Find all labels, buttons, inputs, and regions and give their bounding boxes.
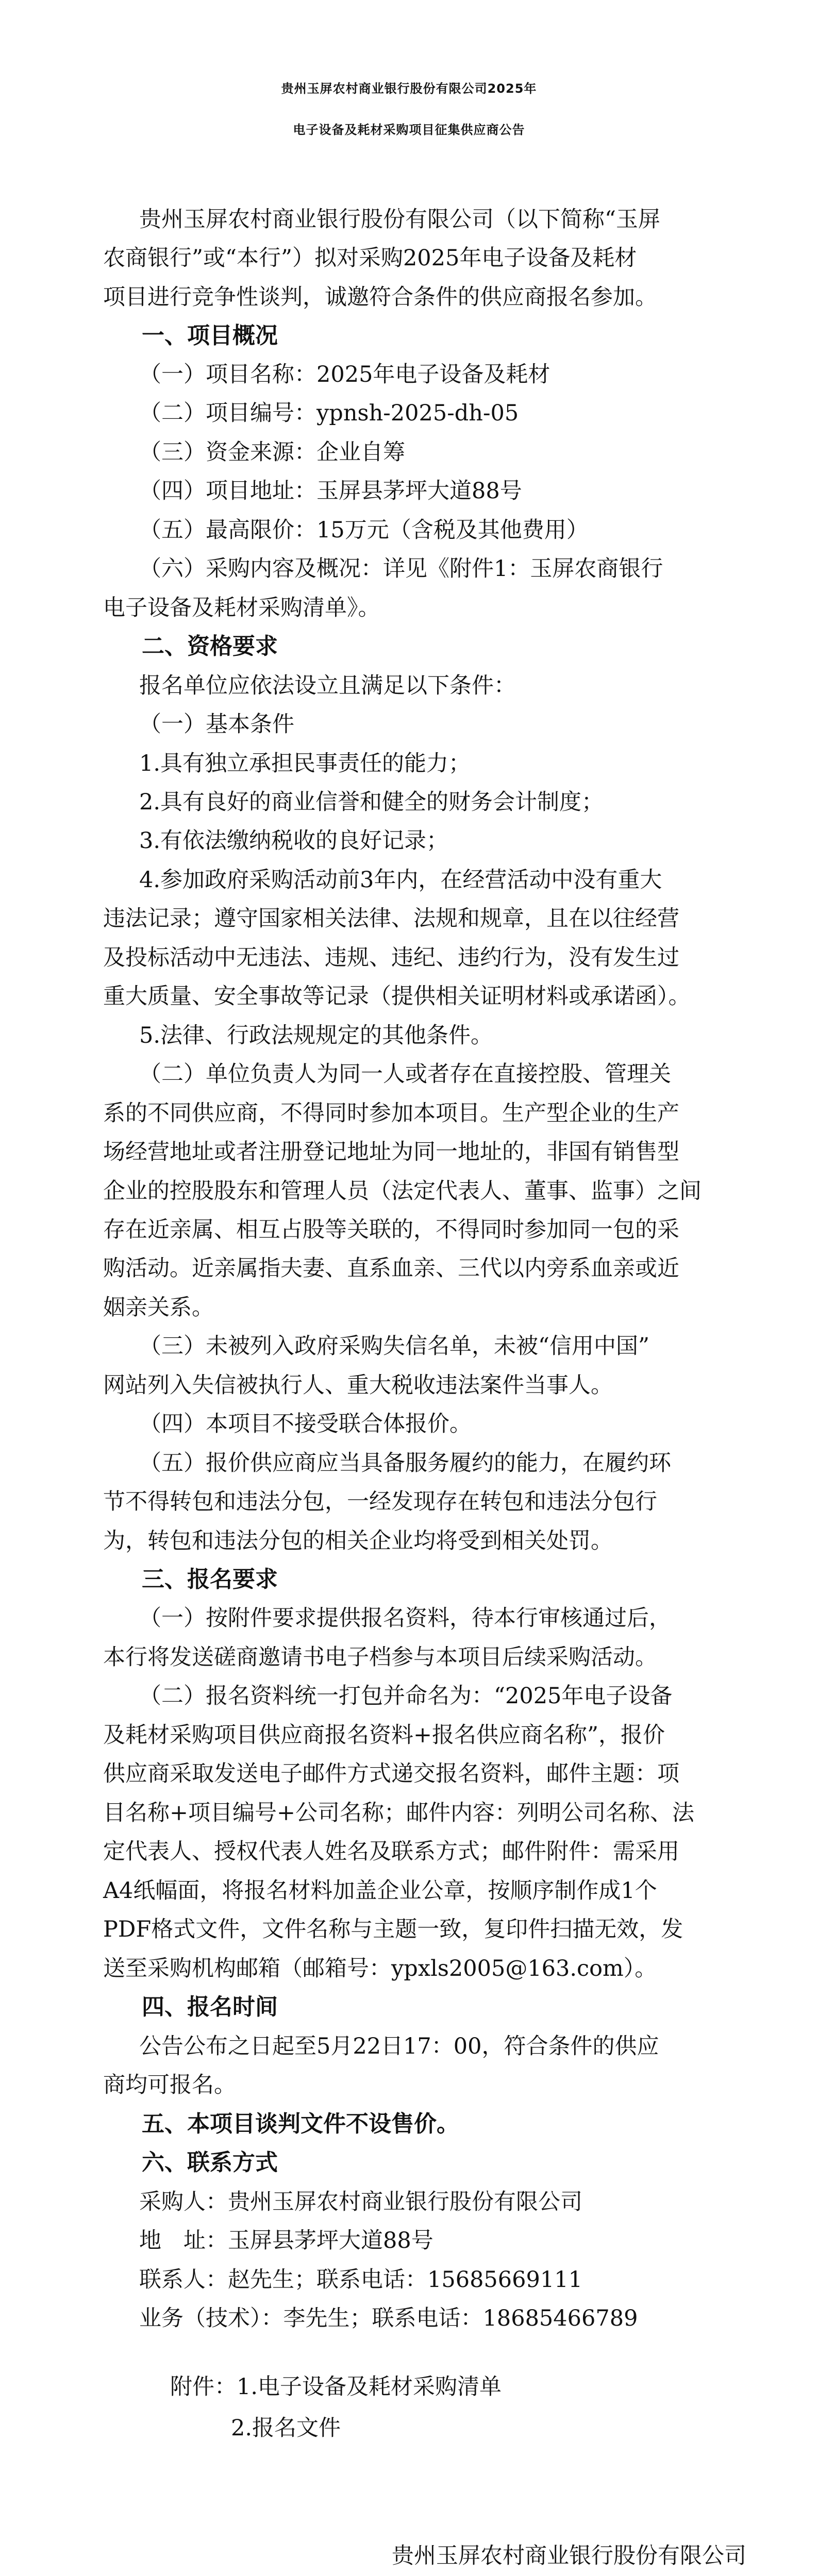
body-text-line: 及投标活动中无违法、违规、违纪、违约行为，没有发生过 <box>103 945 679 971</box>
body-text-line: （五）最高限价：15万元（含税及其他费用） <box>139 517 589 543</box>
body-text-line: （二）报名资料统一打包并命名为：“2025年电子设备 <box>139 1683 673 1709</box>
body-text-line: 供应商采取发送电子邮件方式递交报名资料，邮件主题：项 <box>103 1761 679 1787</box>
body-text-line: 贵州玉屏农村商业银行股份有限公司（以下简称“玉屏 <box>139 207 660 232</box>
body-text-line: （二）单位负责人为同一人或者存在直接控股、管理关 <box>139 1061 671 1087</box>
title-line-1: 贵州玉屏农村商业银行股份有限公司2025年 <box>281 81 537 96</box>
body-text-line: 2.报名文件 <box>231 2415 341 2441</box>
body-text-line: （一）项目名称：2025年电子设备及耗材 <box>139 362 550 387</box>
body-text-line: 系的不同供应商，不得同时参加本项目。生产型企业的生产 <box>103 1100 679 1126</box>
body-text-line: （四）项目地址：玉屏县茅坪大道88号 <box>139 478 522 504</box>
body-text-line: 农商银行”或“本行”）拟对采购2025年电子设备及耗材 <box>103 245 637 271</box>
body-text-line: 公告公布之日起至5月22日17：00，符合条件的供应 <box>139 2033 659 2059</box>
body-text-line: 重大质量、安全事故等记录（提供相关证明材料或承诺函）。 <box>103 984 691 1009</box>
body-text-line: （三）未被列入政府采购失信名单，未被“信用中国” <box>139 1333 649 1359</box>
body-text-line: 目名称+项目编号+公司名称；邮件内容：列明公司名称、法 <box>103 1800 695 1826</box>
body-text-line: 存在近亲属、相互占股等关联的，不得同时参加同一包的采 <box>103 1217 679 1243</box>
body-text-line: 贵州玉屏农村商业银行股份有限公司 <box>392 2543 746 2569</box>
body-text-line: 联系人：赵先生；联系电话：15685669111 <box>139 2267 582 2293</box>
body-text-line: 为，转包和违法分包的相关企业均将受到相关处罚。 <box>103 1528 613 1554</box>
body-text-line: （一）基本条件 <box>139 711 294 737</box>
body-text-line: 违法记录；遵守国家相关法律、法规和规章，且在以往经营 <box>103 906 679 931</box>
body-text-line: （二）项目编号：ypnsh-2025-dh-05 <box>139 400 519 426</box>
body-text-line: PDF格式文件，文件名称与主题一致，复印件扫描无效，发 <box>103 1917 683 1942</box>
body-text-line: 采购人：贵州玉屏农村商业银行股份有限公司 <box>139 2189 582 2215</box>
body-text-line: 网站列入失信被执行人、重大税收违法案件当事人。 <box>103 1372 613 1398</box>
body-text-line: （五）报价供应商应当具备服务履约的能力，在履约环 <box>139 1450 671 1476</box>
body-text-line: 商均可报名。 <box>103 2072 236 2098</box>
body-text-line: 业务（技术）：李先生；联系电话：18685466789 <box>139 2306 638 2331</box>
section-heading: 五、本项目谈判文件不设售价。 <box>142 2111 459 2137</box>
body-text-line: 3.有依法缴纳税收的良好记录； <box>139 828 449 854</box>
body-text-line: 定代表人、授权代表人姓名及联系方式；邮件附件：需采用 <box>103 1839 679 1865</box>
section-heading: 二、资格要求 <box>142 633 278 659</box>
body-text-line: 场经营地址或者注册登记地址为同一地址的，非国有销售型 <box>103 1139 679 1165</box>
body-text-line: 5.法律、行政法规规定的其他条件。 <box>139 1023 493 1048</box>
body-text-line: A4纸幅面，将报名材料加盖企业公章，按顺序制作成1个 <box>103 1878 657 1904</box>
body-text-line: 附件：1.电子设备及耗材采购清单 <box>170 2374 502 2400</box>
section-heading: 三、报名要求 <box>142 1566 278 1592</box>
title-line-2: 电子设备及耗材采购项目征集供应商公告 <box>293 123 525 137</box>
body-text-line: 电子设备及耗材采购清单》。 <box>103 595 380 621</box>
body-text-line: （六）采购内容及概况：详见《附件1：玉屏农商银行 <box>139 556 663 582</box>
body-text-line: 本行将发送磋商邀请书电子档参与本项目后续采购活动。 <box>103 1645 657 1670</box>
body-text-line: 4.参加政府采购活动前3年内，在经营活动中没有重大 <box>139 867 662 893</box>
body-text-line: 购活动。近亲属指夫妻、直系血亲、三代以内旁系血亲或近 <box>103 1256 679 1281</box>
body-text-line: 地 址：玉屏县茅坪大道88号 <box>139 2228 433 2253</box>
body-text-line: 2.具有良好的商业信誉和健全的财务会计制度； <box>139 789 604 815</box>
body-text-line: （一）按附件要求提供报名资料，待本行审核通过后， <box>139 1605 671 1631</box>
body-text-line: 送至采购机构邮箱（邮箱号：ypxls2005@163.com）。 <box>103 1956 657 1981</box>
body-text-line: 姻亲关系。 <box>103 1295 214 1320</box>
body-text-line: 节不得转包和违法分包，一经发现存在转包和违法分包行 <box>103 1489 657 1515</box>
body-text-line: 项目进行竞争性谈判，诚邀符合条件的供应商报名参加。 <box>103 284 657 310</box>
section-heading: 四、报名时间 <box>142 1994 278 2020</box>
body-text-line: 1.具有独立承担民事责任的能力； <box>139 751 471 776</box>
body-text-line: 报名单位应依法设立且满足以下条件： <box>139 673 516 699</box>
section-heading: 六、联系方式 <box>142 2149 278 2176</box>
body-text-line: 企业的控股股东和管理人员（法定代表人、董事、监事）之间 <box>103 1178 702 1204</box>
body-text-line: （四）本项目不接受联合体报价。 <box>139 1411 472 1437</box>
body-text-line: （三）资金来源：企业自筹 <box>139 439 405 465</box>
body-text-line: 及耗材采购项目供应商报名资料+报名供应商名称”，报价 <box>103 1722 665 1748</box>
section-heading: 一、项目概况 <box>142 323 278 349</box>
